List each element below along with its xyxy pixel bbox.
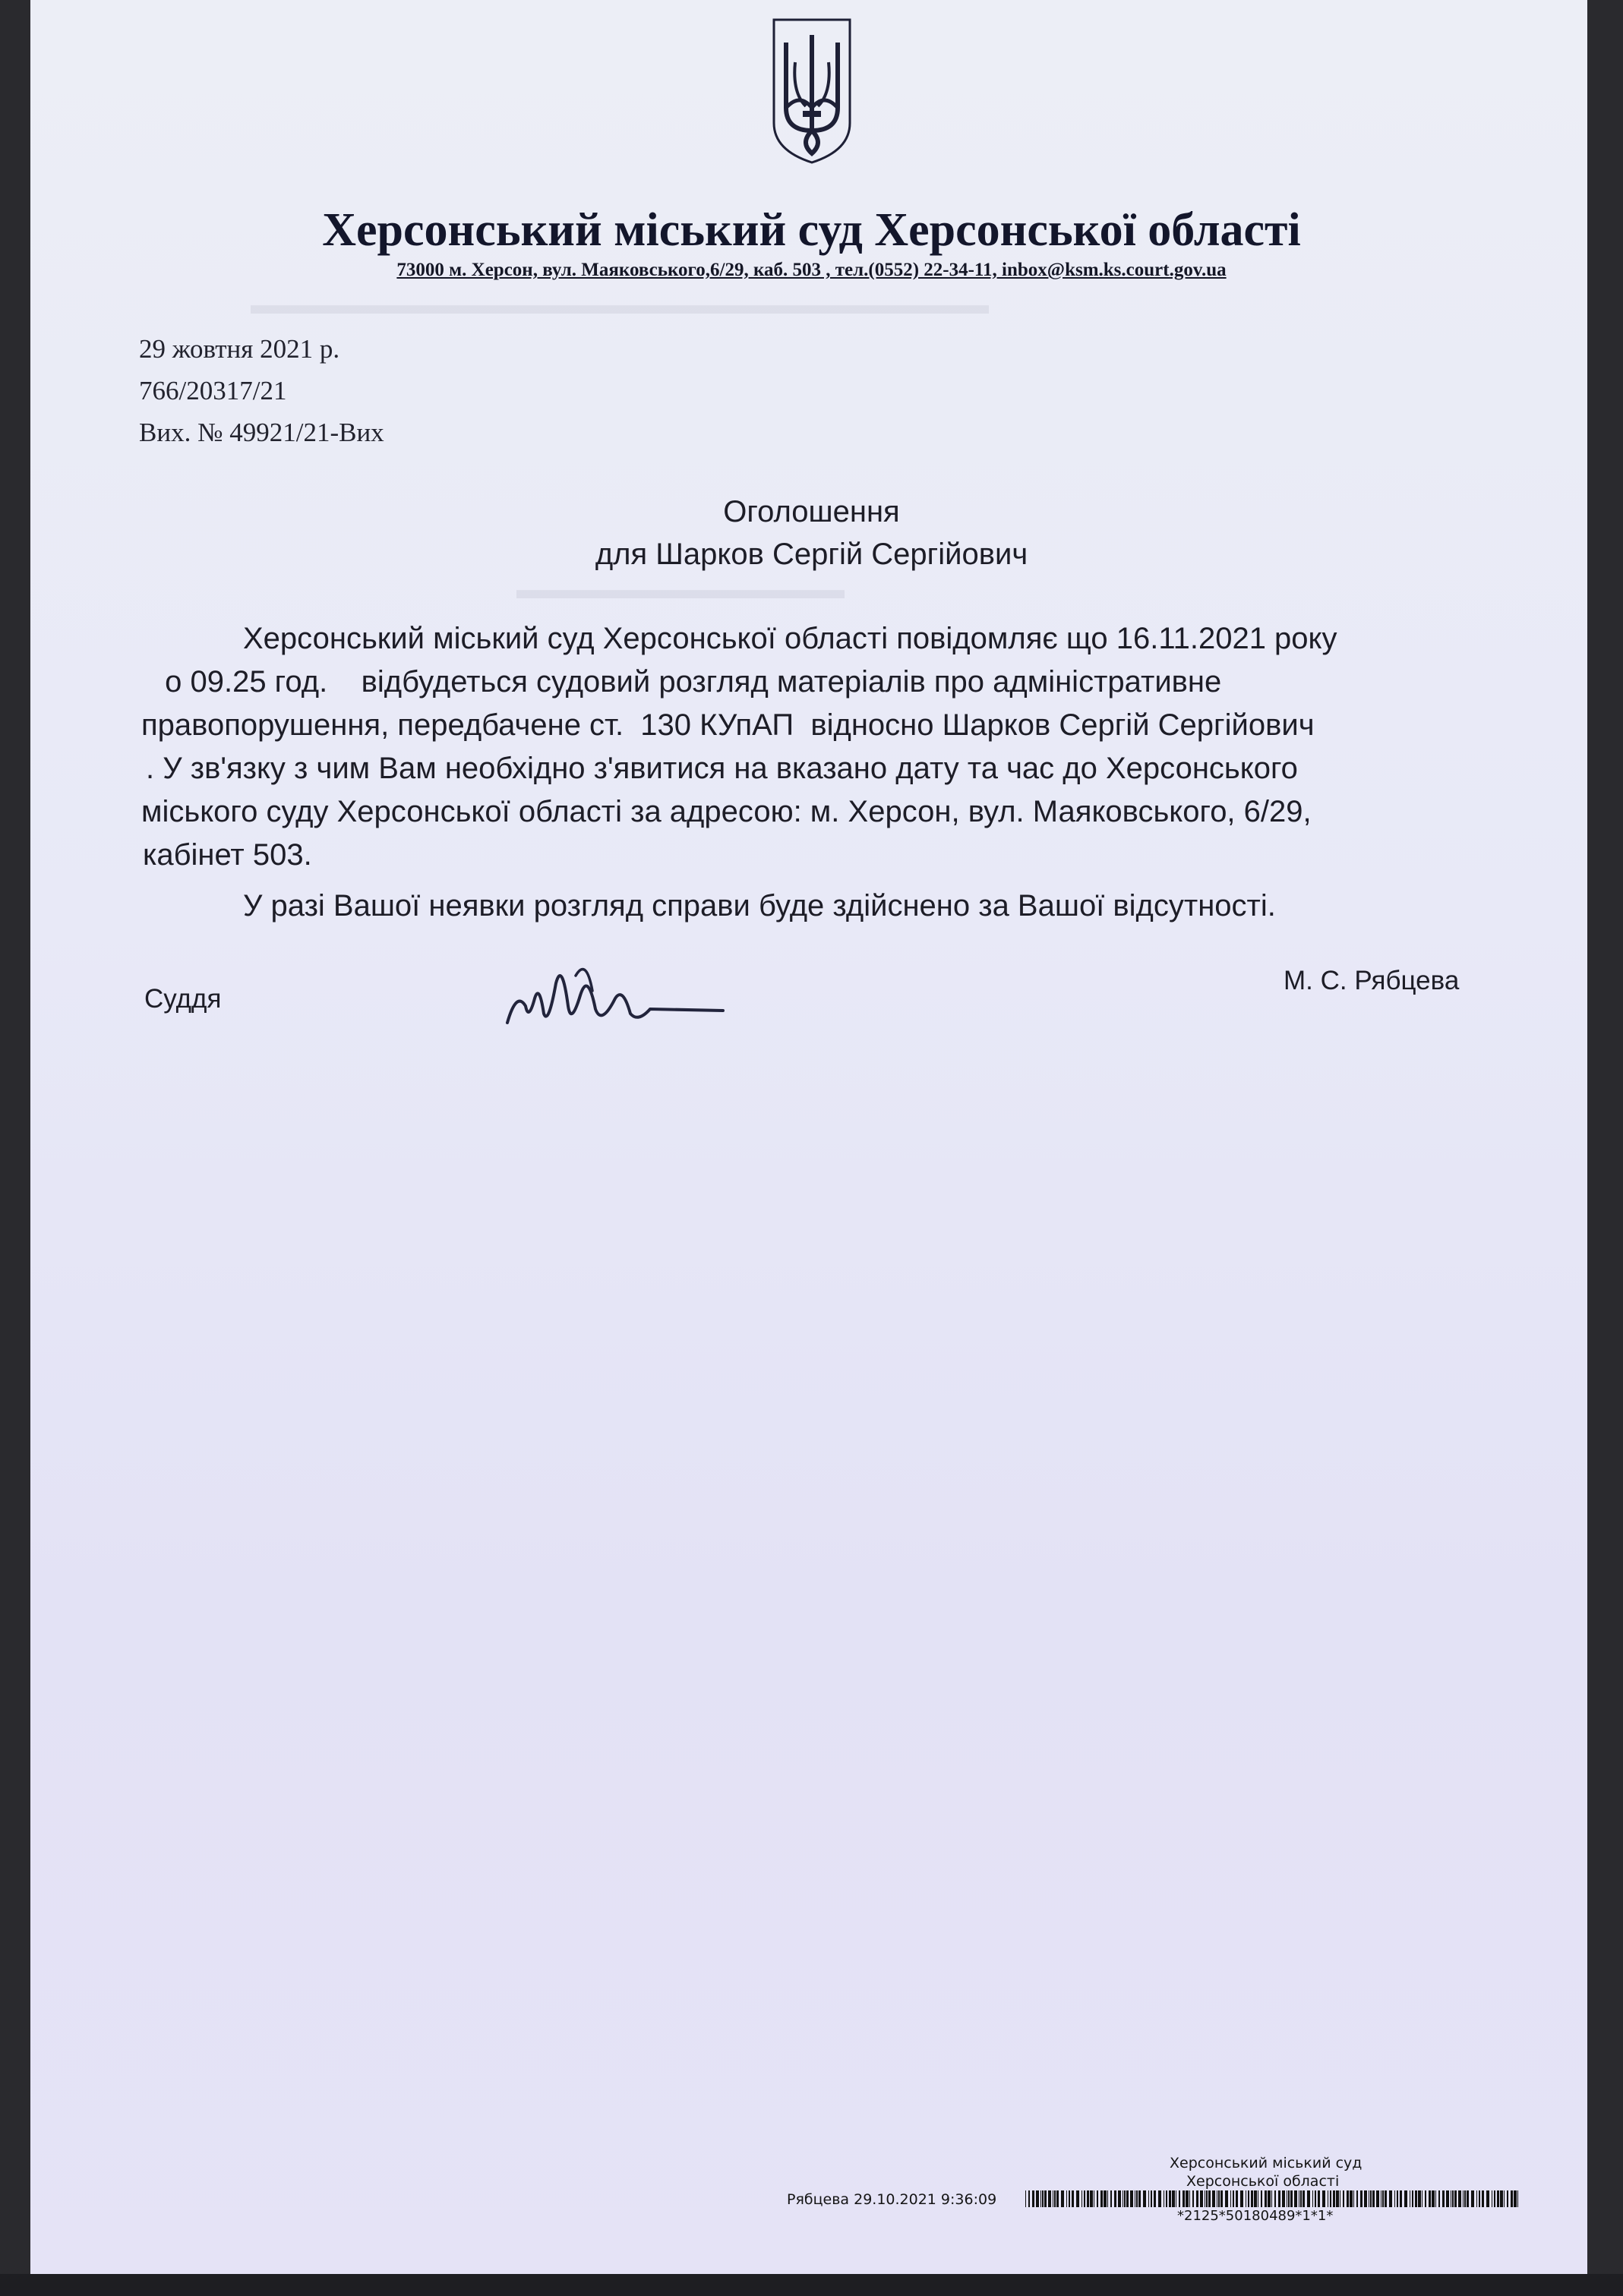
document-date: 29 жовтня 2021 р. [139,334,340,364]
outgoing-number: Вих. № 49921/21-Вих [139,418,384,447]
body-line: правопорушення, передбачене ст. 130 КУпАП відносно Шарков Сергій Сергійович [141,708,1315,742]
court-address: 73000 м. Херсон, вул. Маяковського,6/29, каб. 503 , тел.(0552) 22-34-11, inbox@ksm.ks.court.gov.ua [396,260,1227,280]
bleed-through-text: ▬▬▬▬▬▬▬▬▬▬▬▬▬▬▬▬▬▬▬▬▬▬▬▬▬▬▬ [251,289,989,320]
body-line: Херсонський міський суд Херсонської області повідомляє що 16.11.2021 року [243,622,1337,655]
stamp-signed: Рябцева 29.10.2021 9:36:09 [787,2191,997,2208]
stamp-court-line1: Херсонський міський суд [1170,2155,1362,2171]
court-title: Херсонський міський суд Херсонської області [322,204,1301,256]
signature-role: Суддя [144,984,222,1014]
case-number: 766/20317/21 [139,376,287,405]
stamp-court-line2: Херсонської області [1186,2173,1340,2190]
announcement-recipient: для Шарков Сергій Сергійович [595,538,1028,571]
barcode-number: *2125*50180489*1*1* [1177,2208,1334,2224]
body-line: міського суду Херсонської області за адресою: м. Херсон, вул. Маяковського, 6/29, [141,795,1312,828]
body-line: кабінет 503. [143,838,312,872]
handwritten-signature [501,953,729,1036]
judge-name: М. С. Рябцева [1284,966,1460,995]
trident-coat-of-arms-icon [769,17,854,166]
bleed-through-text: ▬▬▬▬▬▬▬▬▬▬▬▬ [516,574,845,604]
body-line: У разі Вашої неявки розгляд справи буде здійснено за Вашої відсутності. [243,889,1276,922]
announcement-heading: Оголошення [723,495,900,528]
page-edge-shadow [0,2274,1623,2296]
body-line: . У зв'язку з чим Вам необхідно з'явитися на вказано дату та час до Херсонського [146,752,1298,785]
body-line: о 09.25 год. відбудеться судовий розгляд матеріалів про адміністративне [156,665,1222,699]
